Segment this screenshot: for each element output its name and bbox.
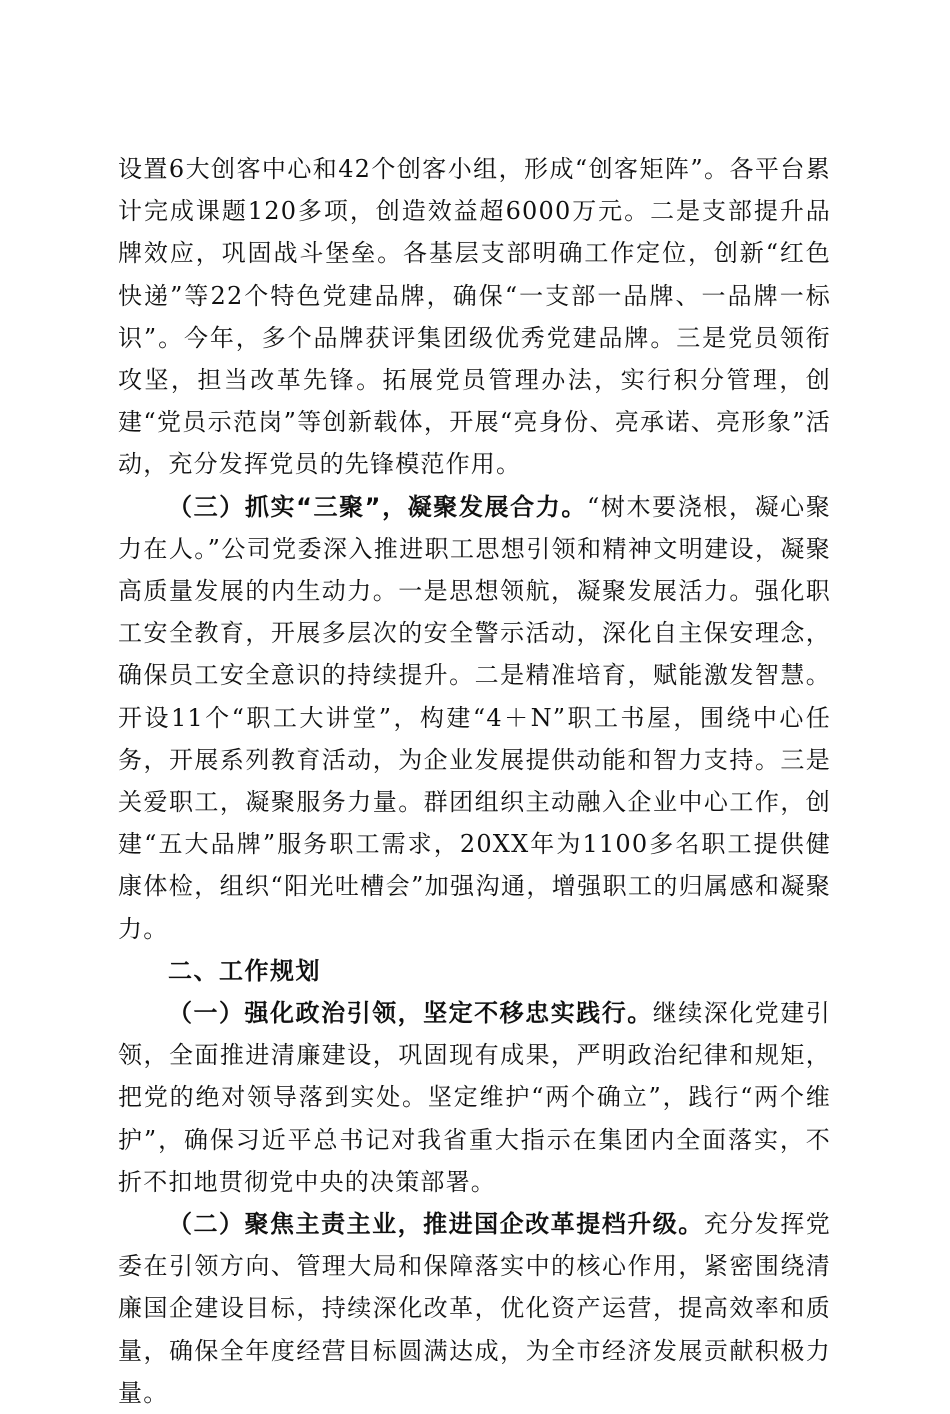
paragraph-continuation: 设置6大创客中心和42个创客小组，形成“创客矩阵”。各平台累计完成课题120多项，创造效益超6000万元。二是支部提升品牌效应，巩固战斗堡垒。各基层支部明确工作定位，创新“红色快递”等22个特色党建品牌，确保“一支部一品牌、一品牌一标识”。今年，多个品牌获评集团级优秀党建品牌。三是党员领衔攻坚，担当改革先锋。拓展党员管理办法，实行积分管理，创建“党员示范岗”等创新载体，开展“亮身份、亮承诺、亮形象”活动，充分发挥党员的先锋模范作用。 [118, 155, 831, 479]
paragraph-text: 充分发挥党委在引领方向、管理大局和保障落实中的核心作用，紧密围绕清廉国企建设目标，持续深化改革，优化资产运营，提高效率和质量，确保全年度经营目标圆满达成，为全市经济发展贡献积极力量。 [118, 1210, 831, 1407]
paragraph-text: “树木要浇根，凝心聚力在人。”公司党委深入推进职工思想引领和精神文明建设，凝聚高质量发展的内生动力。一是思想领航，凝聚发展活力。强化职工安全教育，开展多层次的安全警示活动，深化自主保安理念，确保员工安全意识的持续提升。二是精准培育，赋能激发智慧。开设11个“职工大讲堂”，构建“4＋N”职工书屋，围绕中心任务，开展系列教育活动，为企业发展提供动能和智力支持。三是关爱职工，凝聚服务力量。群团组织主动融入企业中心工作，创建“五大品牌”服务职工需求，20XX年为1100多名职工提供健康体检，组织“阳光吐槽会”加强沟通，增强职工的归属感和凝聚力。 [118, 492, 831, 943]
subheading-core-business: （二）聚焦主责主业，推进国企改革提档升级。 [168, 1210, 704, 1239]
subheading-three-gathers: （三）抓实“三聚”，凝聚发展合力。 [168, 492, 587, 521]
document-body [118, 148, 831, 1414]
paragraph-three-gathers [118, 486, 831, 950]
paragraph-text: 继续深化党建引领，全面推进清廉建设，巩固现有成果，严明政治纪律和规矩，把党的绝对领导落到实处。坚定维护“两个确立”，践行“两个维护”，确保习近平总书记对我省重大指示在集团内全面落实，不折不扣地贯彻党中央的决策部署。 [118, 999, 831, 1196]
paragraph-core-business [118, 1203, 831, 1414]
paragraph-political-guidance [118, 992, 831, 1203]
section-heading-work-plan: 二、工作规划 [168, 956, 321, 985]
subheading-political-guidance: （一）强化政治引领，坚定不移忠实践行。 [168, 999, 653, 1028]
